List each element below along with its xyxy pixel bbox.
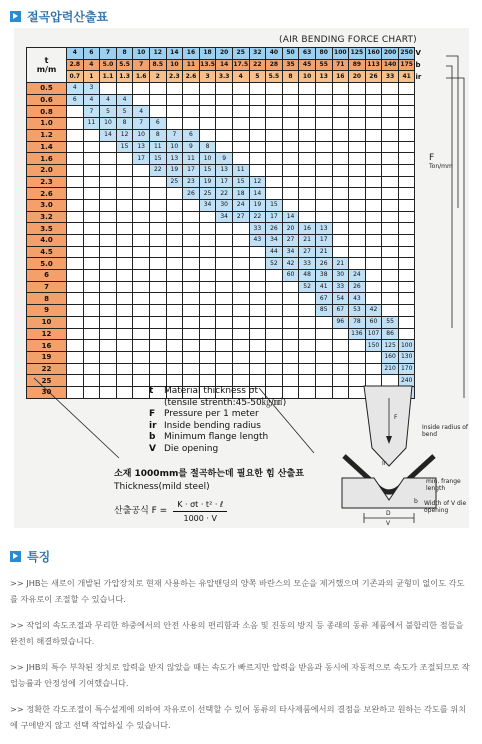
force-value-cell: 25: [199, 188, 216, 200]
force-value-cell: 6: [67, 94, 84, 106]
force-value-cell: 85: [315, 305, 332, 317]
force-value-cell: 24: [232, 199, 249, 211]
section-title: 특징: [27, 550, 51, 564]
ir-header-cell: 2.3: [166, 71, 183, 83]
force-value-cell: 3: [83, 83, 100, 95]
force-value-cell: 19: [249, 199, 266, 211]
force-value-cell: 26: [349, 281, 366, 293]
ir-header-cell: 1.1: [100, 71, 117, 83]
force-value-cell: 150: [365, 340, 382, 352]
thickness-cell: 1.0: [27, 118, 67, 130]
force-value-cell: 17: [315, 235, 332, 247]
legend-text: Inside bending radius: [164, 420, 261, 431]
b-header-cell: 17.5: [232, 59, 249, 71]
ir-header-cell: 41: [398, 71, 415, 83]
b-header-cell: 45: [299, 59, 316, 71]
force-value-cell: 4: [100, 94, 117, 106]
force-value-cell: 107: [365, 328, 382, 340]
diagram-b-label: b: [414, 498, 418, 505]
legend-text: Material thickness σt: [164, 386, 259, 396]
thickness-cell: 10: [27, 316, 67, 328]
corner-t-label: t: [44, 56, 49, 66]
thickness-cell: 22: [27, 363, 67, 375]
thickness-cell: 3.5: [27, 223, 67, 235]
force-value-cell: 11: [83, 118, 100, 130]
force-value-cell: 24: [349, 270, 366, 282]
force-value-cell: 5: [116, 106, 133, 118]
force-value-cell: 21: [332, 258, 349, 270]
b-header-cell: 55: [315, 59, 332, 71]
ir-header-cell: 26: [365, 71, 382, 83]
v-header-cell: 14: [166, 48, 183, 60]
b-header-cell: 13.5: [199, 59, 216, 71]
v-header-cell: 160: [365, 48, 382, 60]
b-header-cell: 5.5: [116, 59, 133, 71]
diagram-inside-radius-label: Inside radius of bend: [422, 424, 469, 438]
force-value-cell: 13: [166, 153, 183, 165]
legend-symbol: V: [149, 443, 156, 454]
b-header-cell: 11: [183, 59, 200, 71]
force-value-cell: 9: [216, 153, 233, 165]
force-value-cell: 27: [232, 211, 249, 223]
force-value-cell: 10: [133, 129, 150, 141]
v-header-cell: 10: [133, 48, 150, 60]
force-value-cell: 27: [299, 246, 316, 258]
force-value-cell: 54: [332, 293, 349, 305]
thickness-cell: 4.5: [27, 246, 67, 258]
thickness-cell: 5.0: [27, 258, 67, 270]
b-header-cell: 35: [282, 59, 299, 71]
b-header-cell: 28: [266, 59, 283, 71]
v-header-cell: 20: [216, 48, 233, 60]
ir-header-cell: 33: [382, 71, 399, 83]
force-value-cell: 10: [166, 141, 183, 153]
force-value-cell: 4: [116, 94, 133, 106]
b-header-cell: 4: [83, 59, 100, 71]
ir-header-cell: 20: [349, 71, 366, 83]
v-header-cell: 12: [149, 48, 166, 60]
v-header-cell: 7: [100, 48, 117, 60]
b-header-cell: 5.0: [100, 59, 117, 71]
force-value-cell: 240: [398, 375, 415, 387]
row-symbol-label: ir: [415, 71, 429, 83]
v-header-cell: 25: [232, 48, 249, 60]
thickness-cell: 16: [27, 340, 67, 352]
force-value-cell: 78: [349, 316, 366, 328]
force-value-cell: 21: [315, 246, 332, 258]
thickness-cell: 19: [27, 351, 67, 363]
feature-paragraph: >> 정확한 각도조절이 특수설계에 의하여 자유로이 선택할 수 있어 동류의 타사제품에서의 결점을 보완하고 원하는 각도를 위치에 구애받지 않고 선택 작업하실 수 있습니다.: [10, 704, 467, 730]
ir-header-cell: 10: [299, 71, 316, 83]
diagram-min-flange-label: min. frange length: [426, 478, 461, 492]
legend-item: [149, 421, 286, 433]
force-value-cell: 130: [398, 351, 415, 363]
v-header-cell: 100: [332, 48, 349, 60]
force-value-cell: 6: [149, 118, 166, 130]
force-value-cell: 14: [249, 188, 266, 200]
force-value-cell: 42: [282, 258, 299, 270]
force-value-cell: 16: [299, 223, 316, 235]
v-header-cell: 4: [67, 48, 84, 60]
force-value-cell: 30: [216, 199, 233, 211]
ir-header-cell: 1: [83, 71, 100, 83]
force-value-cell: 125: [382, 340, 399, 352]
force-value-cell: 11: [232, 164, 249, 176]
formula-denominator: 1000 · V: [183, 514, 217, 523]
force-value-cell: 9: [183, 141, 200, 153]
force-value-cell: 17: [133, 153, 150, 165]
formula-label: 산출공식 F =: [114, 506, 168, 516]
force-value-cell: 10: [100, 118, 117, 130]
force-value-cell: 13: [315, 223, 332, 235]
ir-header-cell: 3.3: [216, 71, 233, 83]
ir-header-cell: 16: [332, 71, 349, 83]
v-header-cell: 80: [315, 48, 332, 60]
diagram-ir-label: Ir: [382, 460, 387, 467]
force-value-cell: 34: [199, 199, 216, 211]
thickness-cell: 2.6: [27, 188, 67, 200]
force-value-cell: 4: [83, 94, 100, 106]
bending-force-figure: [14, 28, 469, 528]
corner-unit-label: m/m: [36, 65, 57, 75]
b-header-cell: 10: [166, 59, 183, 71]
force-value-cell: 33: [299, 258, 316, 270]
b-header-cell: 14: [216, 59, 233, 71]
force-value-cell: 23: [183, 176, 200, 188]
force-value-cell: 11: [183, 153, 200, 165]
b-header-cell: 140: [382, 59, 399, 71]
b-header-cell: 22: [249, 59, 266, 71]
force-value-cell: 25: [166, 176, 183, 188]
section-title: 절곡압력산출표: [27, 10, 109, 24]
force-value-cell: 42: [365, 305, 382, 317]
thickness-cell: 3.0: [27, 199, 67, 211]
ir-header-cell: 1.3: [116, 71, 133, 83]
thickness-cell: 2.0: [27, 164, 67, 176]
row-symbol-label: V: [415, 48, 429, 60]
force-value-cell: 34: [266, 235, 283, 247]
force-value-cell: 17: [266, 211, 283, 223]
legend-symbol: t: [149, 386, 154, 396]
feature-paragraph: >> 작업의 속도조절과 무리한 하중에서의 안전 사용의 편리함과 소음 및 진동의 방지 등 종래의 동류 제품에서 불합리한 점들을 완전히 해결하였습니다.: [10, 620, 464, 646]
diagram-v-label: V: [386, 520, 391, 527]
force-value-cell: 12: [116, 129, 133, 141]
b-header-cell: 89: [349, 59, 366, 71]
force-value-cell: 22: [149, 164, 166, 176]
b-header-cell: 71: [332, 59, 349, 71]
legend-symbol: b: [149, 432, 156, 442]
arrow-bullet-icon: [10, 11, 21, 22]
formula-block: [114, 468, 304, 525]
diagram-f-label: F: [394, 414, 398, 421]
force-value-cell: 100: [398, 340, 415, 352]
v-header-cell: 200: [382, 48, 399, 60]
force-value-cell: 13: [133, 141, 150, 153]
feature-paragraph: >> JHB의 특수 부착된 장치로 압력을 받지 않았을 때는 속도가 빠르지만 압력을 받음과 동시에 자동적으로 속도가 조절되므로 작업능률과 안정성에 기여했습니다.: [10, 662, 470, 688]
bending-diagram: [334, 378, 469, 528]
force-value-cell: 60: [282, 270, 299, 282]
legend-item: [149, 409, 286, 421]
b-header-cell: 8.5: [149, 59, 166, 71]
force-value-cell: 44: [266, 246, 283, 258]
force-value-cell: 4: [133, 106, 150, 118]
force-value-cell: 22: [249, 211, 266, 223]
formula-numerator: K · σt · t² · ℓ: [173, 498, 227, 512]
legend: [149, 386, 286, 455]
force-value-cell: 15: [232, 176, 249, 188]
force-value-cell: 43: [249, 235, 266, 247]
force-value-cell: 21: [299, 235, 316, 247]
force-value-cell: 96: [332, 316, 349, 328]
legend-item: [149, 386, 286, 398]
thickness-cell: 30: [27, 386, 67, 398]
force-value-cell: 33: [332, 281, 349, 293]
force-value-cell: 55: [382, 316, 399, 328]
force-value-cell: 43: [349, 293, 366, 305]
ir-header-cell: 1.6: [133, 71, 150, 83]
force-value-cell: 17: [183, 164, 200, 176]
feature-paragraph: >> JHB는 새로이 개발된 가압장치로 현재 사용하는 유압밴딩의 양쪽 바란스의 모순을 제거했으며 기존과의 균형미 없이도 각도를 자유로이 조절할 수 있습니다.: [10, 578, 465, 604]
legend-symbol: ir: [149, 420, 157, 431]
force-value-cell: 5: [100, 106, 117, 118]
ir-header-cell: 5: [249, 71, 266, 83]
force-value-cell: 27: [282, 235, 299, 247]
force-value-cell: 11: [149, 141, 166, 153]
force-unit: Ton/mm: [429, 163, 453, 170]
force-value-cell: 60: [365, 316, 382, 328]
force-value-cell: 170: [398, 363, 415, 375]
v-header-cell: 16: [183, 48, 200, 60]
force-value-cell: 15: [116, 141, 133, 153]
b-header-cell: 2.8: [67, 59, 84, 71]
thickness-cell: 4.0: [27, 235, 67, 247]
force-symbol: F: [429, 153, 435, 163]
force-value-cell: 18: [232, 188, 249, 200]
force-value-cell: 10: [199, 153, 216, 165]
force-value-cell: 14: [282, 211, 299, 223]
section-header-features: [10, 548, 50, 565]
v-header-cell: 250: [398, 48, 415, 60]
v-header-cell: 125: [349, 48, 366, 60]
force-value-cell: 53: [349, 305, 366, 317]
force-value-cell: 52: [299, 281, 316, 293]
force-value-cell: 67: [332, 305, 349, 317]
force-value-cell: 41: [315, 281, 332, 293]
ir-header-cell: 4: [232, 71, 249, 83]
legend-text: Die opening: [164, 443, 219, 454]
ir-header-cell: 8: [282, 71, 299, 83]
force-value-cell: 34: [216, 211, 233, 223]
diagram-width-label: Width of V die opening: [424, 500, 467, 514]
v-header-cell: 40: [266, 48, 283, 60]
force-value-cell: 19: [166, 164, 183, 176]
b-header-cell: 175: [398, 59, 415, 71]
formula-fraction: [173, 498, 227, 525]
force-value-cell: 210: [382, 363, 399, 375]
force-value-cell: 15: [199, 164, 216, 176]
force-value-cell: 12: [249, 176, 266, 188]
b-header-cell: 113: [365, 59, 382, 71]
force-value-cell: 4: [67, 83, 84, 95]
v-header-cell: 6: [83, 48, 100, 60]
ir-header-cell: 13: [315, 71, 332, 83]
force-value-cell: 7: [133, 118, 150, 130]
legend-text: (tensile strenth:45-50㎏/㎟): [164, 397, 287, 408]
arrow-bullet-icon: [10, 551, 21, 562]
force-value-cell: 67: [315, 293, 332, 305]
thickness-cell: 3.2: [27, 211, 67, 223]
force-value-cell: 160: [382, 351, 399, 363]
force-value-cell: 30: [332, 270, 349, 282]
legend-symbol: F: [149, 409, 156, 419]
thickness-cell: 1.2: [27, 129, 67, 141]
force-value-cell: 26: [183, 188, 200, 200]
legend-item: [149, 432, 286, 444]
force-value-cell: 86: [382, 328, 399, 340]
row-symbol-label: b: [415, 59, 429, 71]
force-value-cell: 38: [315, 270, 332, 282]
force-value-cell: 8: [116, 118, 133, 130]
legend-text: Minimum flange length: [164, 432, 269, 442]
thickness-cell: 25: [27, 375, 67, 387]
force-value-cell: 19: [199, 176, 216, 188]
thickness-cell: 0.8: [27, 106, 67, 118]
thickness-cell: 1.4: [27, 141, 67, 153]
v-header-cell: 50: [282, 48, 299, 60]
force-value-cell: 34: [282, 246, 299, 258]
v-header-cell: 32: [249, 48, 266, 60]
ir-header-cell: 0.7: [67, 71, 84, 83]
formula-title: 소재 1000mm를 절곡하는데 필요한 힘 산출표: [114, 469, 304, 479]
thickness-cell: 9: [27, 305, 67, 317]
force-value-cell: 8: [199, 141, 216, 153]
force-value-cell: 7: [83, 106, 100, 118]
ir-header-cell: 3: [199, 71, 216, 83]
legend-item: [149, 444, 286, 456]
force-value-cell: 7: [166, 129, 183, 141]
ir-header-cell: 5.5: [266, 71, 283, 83]
force-value-cell: 8: [149, 129, 166, 141]
ir-header-cell: 2: [149, 71, 166, 83]
force-value-cell: 26: [266, 223, 283, 235]
thickness-cell: 7: [27, 281, 67, 293]
force-value-cell: 52: [266, 258, 283, 270]
legend-text: Pressure per 1 meter: [164, 409, 259, 419]
force-value-cell: 13: [216, 164, 233, 176]
thickness-cell: 0.6: [27, 94, 67, 106]
b-header-cell: 7: [133, 59, 150, 71]
legend-item: [149, 398, 286, 410]
force-value-cell: 48: [299, 270, 316, 282]
ir-header-cell: 2.6: [183, 71, 200, 83]
v-header-cell: 8: [116, 48, 133, 60]
force-value-cell: 15: [266, 199, 283, 211]
force-value-cell: 33: [249, 223, 266, 235]
v-header-cell: 63: [299, 48, 316, 60]
thickness-cell: 8: [27, 293, 67, 305]
diagram-d-label: D: [386, 510, 391, 517]
force-value-cell: 136: [349, 328, 366, 340]
thickness-cell: 2.3: [27, 176, 67, 188]
force-value-cell: 17: [216, 176, 233, 188]
thickness-cell: 1.6: [27, 153, 67, 165]
force-value-cell: 14: [100, 129, 117, 141]
thickness-cell: 6: [27, 270, 67, 282]
section-header-chart: [10, 8, 108, 25]
force-value-cell: 15: [149, 153, 166, 165]
force-value-cell: 22: [216, 188, 233, 200]
thickness-cell: 12: [27, 328, 67, 340]
chart-title: (AIR BENDING FORCE CHART): [279, 35, 417, 45]
force-value-cell: 20: [282, 223, 299, 235]
thickness-cell: 0.5: [27, 83, 67, 95]
formula-subtitle: Thickness(mild steel): [114, 482, 210, 492]
v-header-cell: 18: [199, 48, 216, 60]
force-value-cell: 26: [315, 258, 332, 270]
force-value-cell: 6: [183, 129, 200, 141]
